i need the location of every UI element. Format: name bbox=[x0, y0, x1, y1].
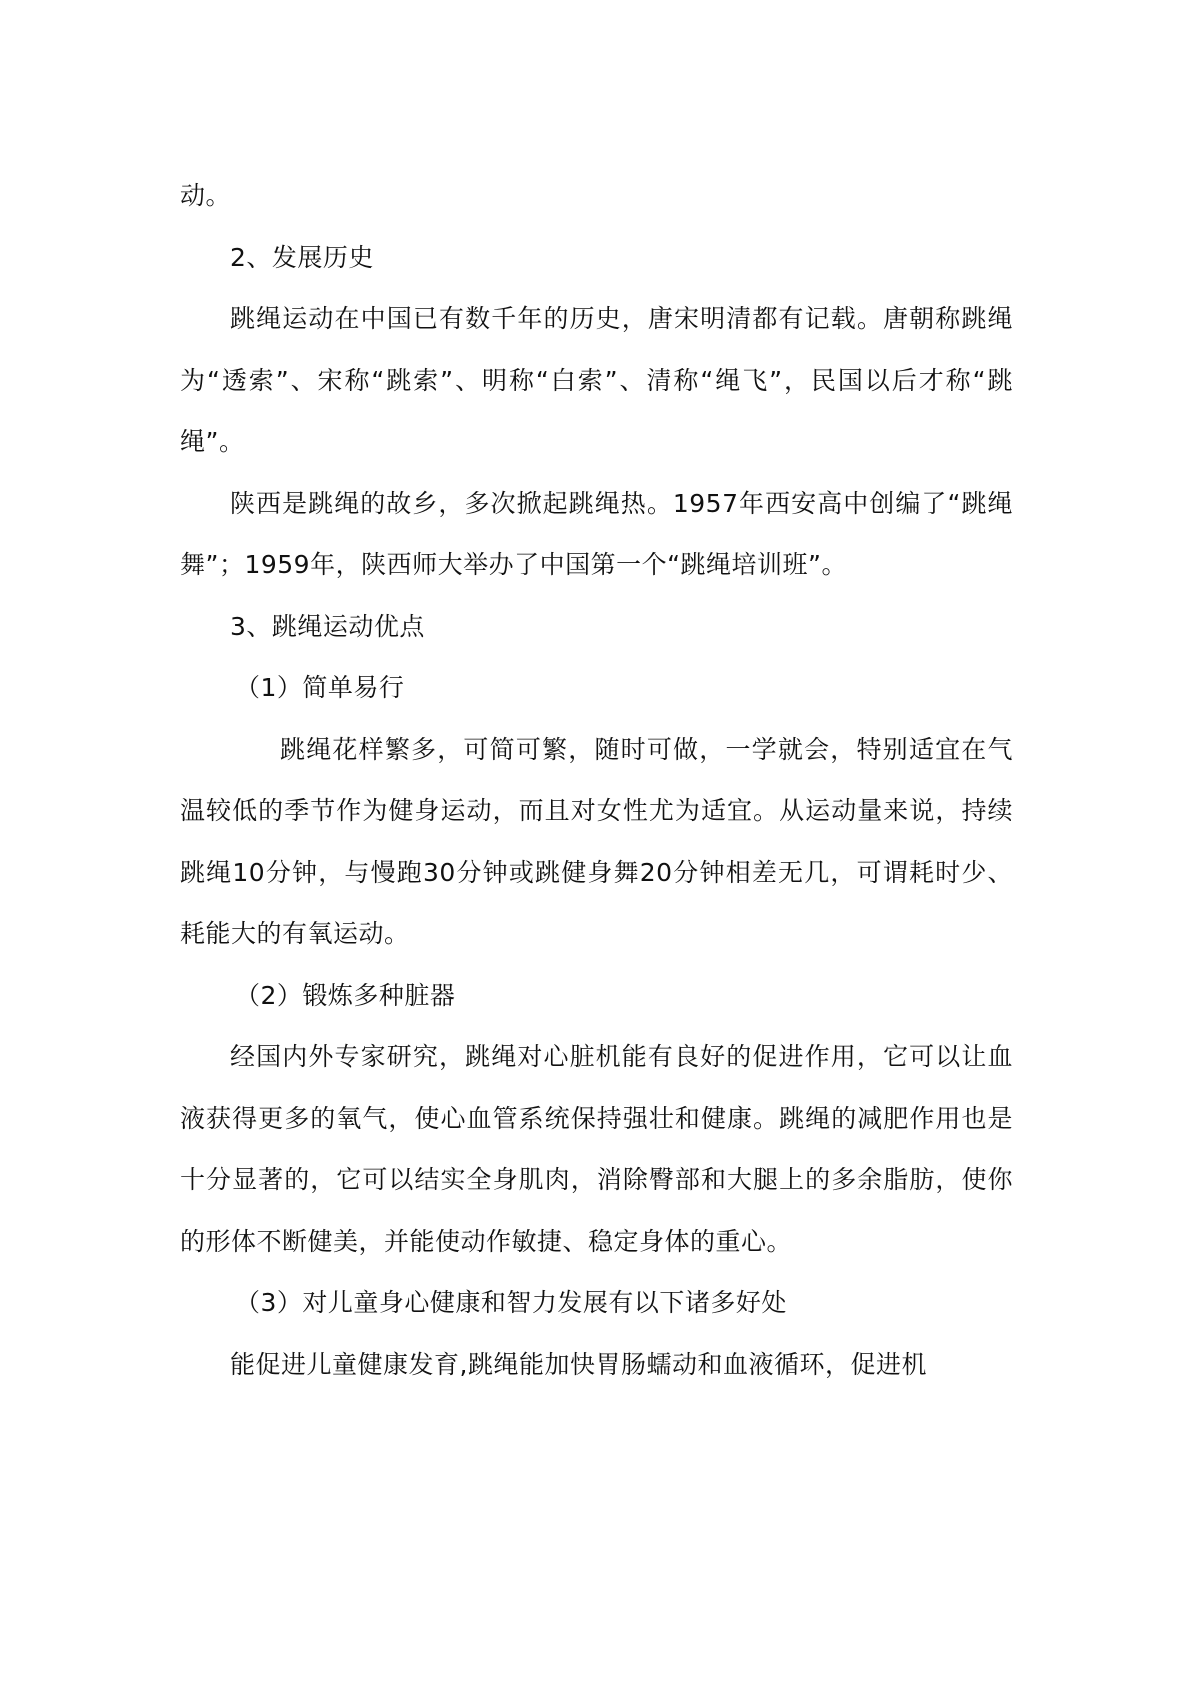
paragraph-history-names: 跳绳运动在中国已有数千年的历史，唐宋明清都有记载。唐朝称跳绳为“透索”、宋称“跳索”、明称“白索”、清称“绳飞”，民国以后才称“跳绳”。 bbox=[180, 304, 1013, 456]
paragraph-children: 能促进儿童健康发育,跳绳能加快胃肠蠕动和血液循环，促进机 bbox=[230, 1349, 927, 1379]
paragraph-continuation: 动。 bbox=[180, 181, 232, 210]
paragraph-simple: 跳绳花样繁多，可简可繁，随时可做，一学就会，特别适宜在气温较低的季节作为健身运动，而且对女性尤为适宜。从运动量来说，持续跳绳10分钟，与慢跑30分钟或跳健身舞20分钟相差无几，可谓耗时少、耗能大的有氧运动。 bbox=[180, 734, 1013, 948]
paragraph-organs: 经国内外专家研究，跳绳对心脏机能有良好的促进作用，它可以让血液获得更多的氧气，使心血管系统保持强壮和健康。跳绳的减肥作用也是十分显著的，它可以结实全身肌肉，消除臀部和大腿上的多余脂肪，使你的形体不断健美，并能使动作敏捷、稳定身体的重心。 bbox=[180, 1042, 1013, 1256]
subheading-simple: （1）简单易行 bbox=[235, 673, 405, 702]
document-body bbox=[180, 165, 1013, 1395]
section-heading-history: 2、发展历史 bbox=[230, 242, 374, 272]
section-heading-advantages: 3、跳绳运动优点 bbox=[230, 611, 425, 641]
subheading-children: （3）对儿童身心健康和智力发展有以下诸多好处 bbox=[235, 1288, 787, 1317]
subheading-organs: （2）锻炼多种脏器 bbox=[235, 980, 456, 1010]
paragraph-shaanxi: 陕西是跳绳的故乡，多次掀起跳绳热。1957年西安高中创编了“跳绳舞”；1959年，陕西师大举办了中国第一个“跳绳培训班”。 bbox=[180, 488, 1013, 579]
